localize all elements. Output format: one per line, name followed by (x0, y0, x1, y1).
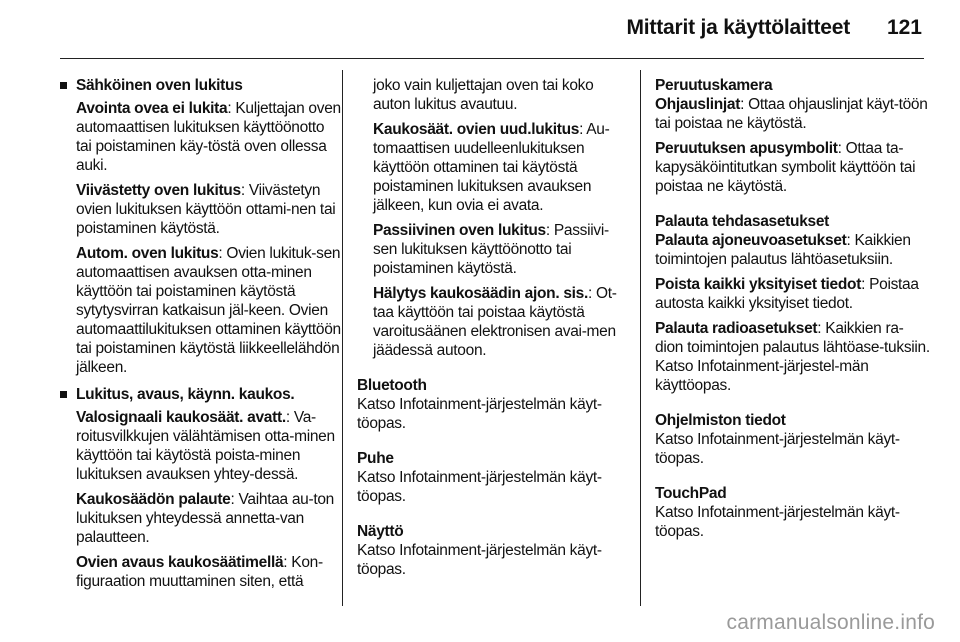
setting-term: Kaukosäädön palaute (76, 491, 231, 508)
bullet-heading-remote-lock: Lukitus, avaus, käynn. kaukos. (60, 385, 342, 404)
setting-term: Hälytys kaukosäädin ajon. sis. (373, 285, 588, 302)
section-touchpad (655, 484, 930, 541)
section-factory-reset (655, 212, 930, 395)
section-text: Katso Infotainment-järjestelmän käyt-töopas. (655, 431, 900, 467)
setting-term: Poista kaikki yksityiset tiedot (655, 276, 862, 293)
column-divider-2 (640, 70, 641, 606)
section-title: Puhe (357, 450, 394, 467)
setting-term: Passiivinen oven lukitus (373, 222, 546, 239)
setting-term: Palauta ajoneuvoasetukset (655, 232, 847, 249)
section-text: Katso Infotainment-järjestelmän käyt-töopas. (357, 396, 602, 432)
section-title: Bluetooth (357, 377, 427, 394)
setting-description: : Kaikkien ra-dion toimintojen palautus lähtöase-tuksiin. Katso Infotainment-järjestel-män käyttöopas. (655, 320, 930, 394)
setting-description: : Passiivi-sen lukituksen käyttöönotto tai poistaminen käytöstä. (373, 222, 609, 277)
setting-description: : Ottaa ta-kapysäköintitutkan symbolit käyttöön tai poistaa ne käytöstä. (655, 140, 916, 195)
section-title: Peruutuskamera (655, 77, 773, 94)
setting-description: : Va-roitusvilkkujen välähtämisen otta-minen käyttöön tai käytöstä poista-minen lukituksen avauksen yhtey-dessä. (76, 409, 335, 483)
watermark-text: carmanualsonline.info (726, 611, 935, 634)
setting-term: Viivästetty oven lukitus (76, 182, 241, 199)
section-text: Katso Infotainment-järjestelmän käyt-töopas. (655, 504, 900, 540)
setting-description: : Poistaa autosta kaikki yksityiset tiedot. (655, 276, 919, 312)
setting-item (357, 284, 631, 360)
section-speech (357, 449, 631, 506)
section-display (357, 522, 631, 579)
section-text: Katso Infotainment-järjestelmän käyt-töopas. (357, 542, 602, 578)
setting-description: : Kaikkien toimintojen palautus lähtöasetuksiin. (655, 232, 911, 268)
setting-description: : Ovien lukituk-sen automaattisen avauksen otta-minen käyttöön tai poistaminen käytöstä sytytysvirran katkaisun jäl-keen. Ovien automaattilukituksen ottaminen käyttöön tai poistaminen käytöstä liikkeellelähdön jälkeen. (76, 245, 341, 376)
setting-description: : Au-tomaattisen uudelleenlukituksen käyttöön ottaminen tai käytöstä poistaminen lukituksen avauksen jälkeen, kun ovia ei avata. (373, 121, 610, 214)
setting-term: Ovien avaus kaukosäätimellä (76, 554, 284, 571)
setting-term: Kaukosäät. ovien uud.lukitus (373, 121, 580, 138)
setting-term: Ohjauslinjat (655, 96, 741, 113)
column-3 (655, 76, 930, 541)
setting-term: Palauta radioasetukset (655, 320, 818, 337)
setting-description: : Kon-figuraation muuttaminen siten, että (76, 554, 323, 590)
setting-item (357, 221, 631, 278)
setting-item (655, 275, 930, 313)
setting-item (655, 139, 930, 196)
bullet-heading-electric-lock: Sähköinen oven lukitus (60, 76, 342, 95)
setting-item (60, 244, 342, 377)
setting-description: : Viivästetyn ovien lukituksen käyttöön ottami-nen tai poistaminen käytöstä. (76, 182, 336, 237)
section-bluetooth (357, 376, 631, 433)
continued-text: joko vain kuljettajan oven tai koko auton lukitus avautuu. (373, 77, 594, 113)
section-title: Ohjelmiston tiedot (655, 412, 786, 429)
setting-description: : Ot-taa käyttöön tai poistaa käytöstä varoitusäänen elektronisen avai-men jäädessä autoon. (373, 285, 617, 359)
setting-item (60, 490, 342, 547)
setting-term: Valosignaali kaukosäät. avatt. (76, 409, 286, 426)
setting-description: : Vaihtaa au-ton lukituksen yhteydessä annetta-van palautteen. (76, 491, 335, 546)
section-title: TouchPad (655, 485, 727, 502)
column-2 (357, 76, 631, 579)
header-divider (60, 58, 924, 59)
section-title: Palauta tehdasasetukset (655, 213, 830, 230)
section-rear-camera (655, 76, 930, 196)
setting-description: : Kuljettajan oven automaattisen lukituksen käyttöönotto tai poistaminen käy-töstä oven ollessa auki. (76, 100, 341, 174)
page-number: 121 (886, 16, 922, 39)
setting-item (655, 231, 930, 269)
setting-item (60, 181, 342, 238)
page-header-title: Mittarit ja käyttölaitteet (626, 16, 850, 39)
setting-term: Avointa ovea ei lukita (76, 100, 228, 117)
setting-item (60, 408, 342, 484)
setting-item (357, 120, 631, 215)
setting-item (655, 319, 930, 395)
setting-item (60, 99, 342, 175)
section-text: Katso Infotainment-järjestelmän käyt-töopas. (357, 469, 602, 505)
setting-term: Peruutuksen apusymbolit (655, 140, 838, 157)
section-software-info (655, 411, 930, 468)
setting-item (60, 553, 342, 591)
column-1 (60, 76, 342, 591)
section-title: Näyttö (357, 523, 404, 540)
setting-description: : Ottaa ohjauslinjat käyt-töön tai poistaa ne käytöstä. (655, 96, 928, 132)
setting-term: Autom. oven lukitus (76, 245, 219, 262)
column-divider-1 (342, 70, 343, 606)
setting-item (655, 95, 930, 133)
